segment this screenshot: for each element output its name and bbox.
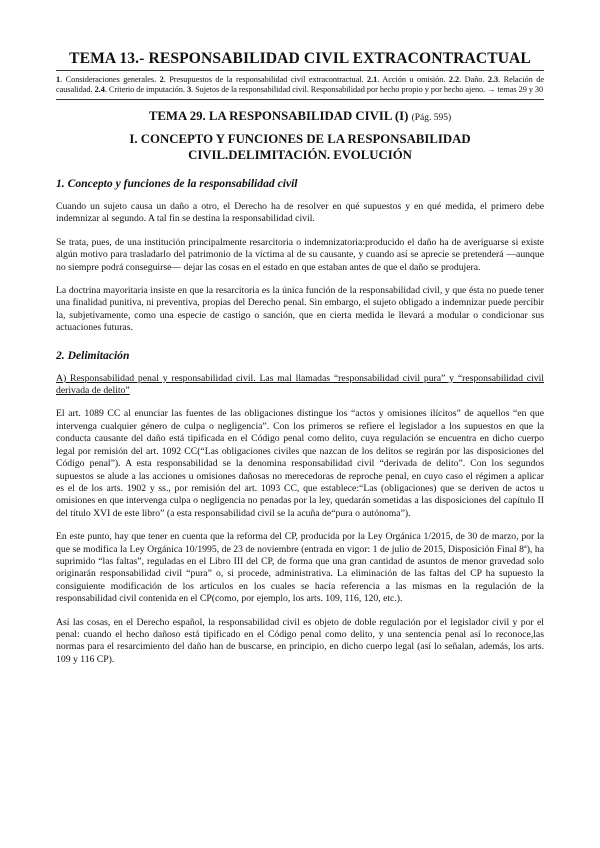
toc-text: . Presupuestos de la responsabilidad civil extracontractual.	[163, 75, 367, 84]
tema-29-title: TEMA 29. LA RESPONSABILIDAD CIVIL (I)	[148, 109, 409, 123]
toc-number: 2.3	[487, 75, 499, 84]
chapter-heading	[56, 132, 544, 163]
paragraph: Se trata, pues, de una institución principalmente resarcitoria o indemnizatoria:producido el daño ha de averiguarse si existe algún motivo para trasladarlo del patrimonio de la víctima al de su causante, y cuando así se aprecie se pretenderá —aunque no siempre podrá conseguirse— dejar las cosas en el estado en que estaban antes de que el daño se produjera.	[56, 236, 544, 273]
toc-text: . Relación de causalidad.	[56, 75, 544, 94]
paragraph: Cuando un sujeto causa un daño a otro, el Derecho ha de resolver en qué supuestos y en qué medida, el primero debe indemnizar al segundo. A tal fin se destina la responsabilidad civil.	[56, 201, 544, 225]
section-1-heading: 1. Concepto y funciones de la responsabilidad civil	[56, 177, 298, 190]
section-2-heading: 2. Delimitación	[56, 348, 130, 362]
toc-number: 2	[159, 75, 164, 84]
document-page	[56, 50, 544, 666]
page-reference: (Pág. 595)	[411, 113, 452, 123]
tema-29-heading	[56, 109, 544, 124]
toc-number: 3	[186, 84, 192, 94]
toc-text: . Acción u omisión.	[377, 75, 449, 84]
paragraph: Así las cosas, en el Derecho español, la responsabilidad civil es objeto de doble regulación por el legislador civil y por el penal: cuando el hecho dañoso está tipificado en el Código penal como delito, y una sentencia penal así lo reconoce,las normas para el resarcimiento del daño han de buscarse, en principio, en dicho cuerpo legal (así lo señalan, además, los arts. 109 y 116 CP).	[56, 616, 544, 665]
toc-divider	[56, 99, 544, 100]
toc-text: . Consideraciones generales.	[60, 75, 160, 84]
chapter-heading-line-1: I. CONCEPTO Y FUNCIONES DE LA RESPONSABILIDAD	[129, 132, 471, 146]
paragraph: El art. 1089 CC al enunciar las fuentes de las obligaciones distingue los “actos y omisiones ilícitos” de aquellos “en que intervenga cualquier género de culpa o negligencia”. Con los primeros se refiere el legislador a los supuestos en que la conducta causante del daño está tipificada en el Código penal como delito, cuya regulación se encuentra en dicho cuerpo legal por remisión del art. 1092 CC(“Las obligaciones civiles que nazcan de los delitos se regirán por las disposiciones del Código penal”). A esta responsabilidad se la denomina responsabilidad civil “derivada de delito”. Con los segundos supuestos se alude a las acciones u omisiones dañosas no merecedoras de reproche penal, en cuyo caso el régimen a aplicar es el de los arts. 1902 y ss., por remisión del art. 1093 CC, que establece:“Las (obligaciones) que se deriven de actos u omisiones en que intervenga culpa o negligencia no penadas por la ley, quedarán sometidas a las disposiciones del capítulo II del título XVI de este libro” (a esta responsabilidad civil se la acuña de“pura o autónoma”).	[56, 408, 544, 519]
document-title: TEMA 13.- RESPONSABILIDAD CIVIL EXTRACONTRACTUAL	[69, 50, 531, 67]
toc-number: 2.2	[448, 75, 460, 84]
toc-number: 2.4	[94, 84, 105, 94]
paragraph: La doctrina mayoritaria insiste en que la resarcitoria es la única función de la responsabilidad civil, y que ésta no puede tener una finalidad punitiva, ni preventiva, propias del Derecho penal. Sin embargo, el sujeto obligado a indemnizar puede percibir la, subjetivamente, como una especie de castigo o sanción, que en cierta medida le llevará a modular o condicionar sus actuaciones futuras.	[56, 285, 544, 334]
paragraph: En este punto, hay que tener en cuenta que la reforma del CP, producida por la Ley Orgánica 1/2015, de 30 de marzo, por la que se modifica la Ley Orgánica 10/1995, de 23 de noviembre (entrada en vigor: 1 de julio de 2015, Disposición Final 8ª), ha suprimido “las faltas”, reguladas en el Libro III del CP, de forma que una gran cantidad de asuntos de menor gravedad solo originarán responsabilidad civil “pura” o, si procede, administrativa. La eliminación de las faltas del CP ha supuesto la consiguiente modificación de los artículos en los cuales se hacía referencia a las mismas en la regulación de la responsabilidad civil contenida en el CP(como, por ejemplo, los arts. 109, 116, 120, etc.).	[56, 531, 544, 605]
toc-number: 1	[56, 75, 61, 84]
toc-text: . Criterio de imputación.	[104, 84, 187, 94]
chapter-heading-line-2: CIVIL.DELIMITACIÓN. EVOLUCIÓN	[188, 147, 412, 162]
toc-number: 2.1	[366, 75, 378, 84]
toc-text: . Sujetos de la responsabilidad civil. Responsabilidad por hecho propio y por hecho ajeno. → temas 29 y 30	[191, 84, 544, 94]
table-of-contents	[56, 75, 544, 94]
title-divider	[56, 70, 544, 71]
subsection-a-heading: A) Responsabilidad penal y responsabilidad civil. Las mal llamadas “responsabilidad civil pura” y “responsabilidad civil derivada de delito”	[56, 372, 544, 397]
toc-text: . Daño.	[459, 75, 488, 84]
